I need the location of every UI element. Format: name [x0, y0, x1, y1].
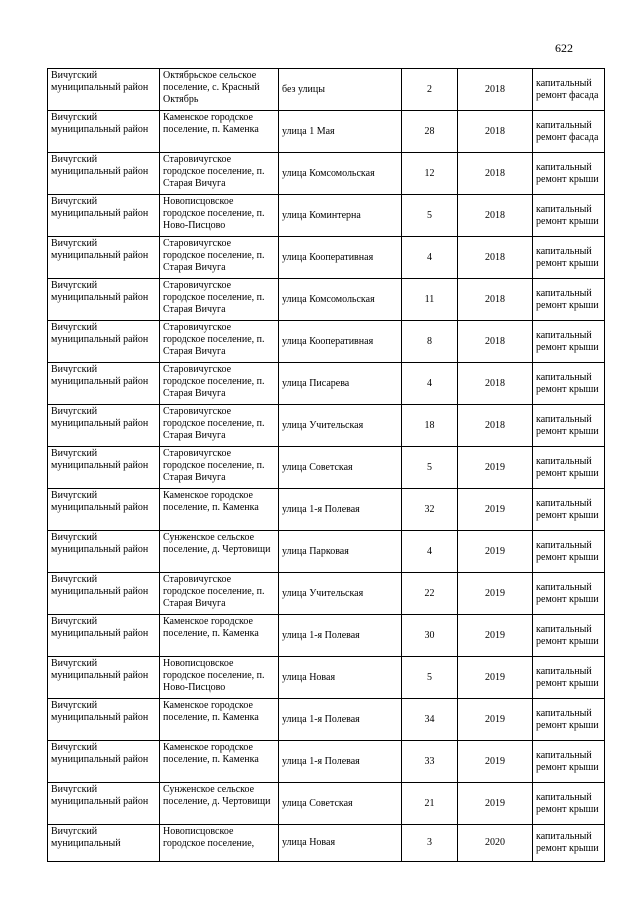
- work-type-cell-text: капитальный ремонт крыши: [536, 749, 599, 773]
- settlement-cell: [160, 321, 279, 363]
- work-type-cell: [533, 615, 605, 657]
- settlement-cell-text: Новописцовское городское поселение, п. Ново-Писцово: [163, 658, 265, 693]
- district-cell-text: Вичугский муниципальный район: [51, 742, 149, 765]
- year-cell-text: 2019: [485, 713, 505, 725]
- year-cell: [458, 279, 533, 321]
- work-type-cell-text: капитальный ремонт крыши: [536, 287, 599, 311]
- street-cell: [279, 489, 402, 531]
- table-row: [48, 69, 605, 111]
- street-cell: [279, 69, 402, 111]
- year-cell: [458, 321, 533, 363]
- street-cell: [279, 237, 402, 279]
- work-type-cell: [533, 447, 605, 489]
- street-cell-text: улица Новая: [282, 671, 336, 683]
- street-cell: [279, 321, 402, 363]
- district-cell: [48, 825, 160, 862]
- district-cell: [48, 699, 160, 741]
- year-cell-text: 2019: [485, 797, 505, 809]
- table-row: [48, 153, 605, 195]
- house-number-cell: [402, 195, 458, 237]
- work-type-cell-text: капитальный ремонт крыши: [536, 831, 599, 854]
- work-type-cell: [533, 531, 605, 573]
- year-cell: [458, 615, 533, 657]
- work-type-cell-text: капитальный ремонт крыши: [536, 539, 599, 563]
- table-row: [48, 783, 605, 825]
- house-number-cell-text: 2: [427, 83, 432, 95]
- year-cell-text: 2018: [485, 377, 505, 389]
- district-cell-text: Вичугский муниципальный район: [51, 532, 149, 555]
- street-cell: [279, 657, 402, 699]
- settlement-cell-text: Старовичугское городское поселение, п. Старая Вичуга: [163, 406, 265, 441]
- house-number-cell-text: 32: [424, 503, 435, 515]
- district-cell: [48, 447, 160, 489]
- district-cell-text: Вичугский муниципальный район: [51, 70, 149, 93]
- district-cell: [48, 783, 160, 825]
- settlement-cell: [160, 69, 279, 111]
- year-cell-text: 2019: [485, 461, 505, 473]
- settlement-cell-text: Каменское городское поселение, п. Каменка: [163, 700, 259, 723]
- house-number-cell-text: 33: [424, 755, 435, 767]
- house-number-cell: [402, 657, 458, 699]
- street-cell-text: улица 1-я Полевая: [282, 755, 360, 767]
- street-cell: [279, 573, 402, 615]
- district-cell-text: Вичугский муниципальный район: [51, 784, 149, 807]
- settlement-cell-text: Сунженское сельское поселение, д. Чертовищи: [163, 532, 271, 555]
- district-cell: [48, 153, 160, 195]
- district-cell: [48, 573, 160, 615]
- house-number-cell-text: 5: [427, 209, 432, 221]
- settlement-cell: [160, 615, 279, 657]
- street-cell-text: улица Новая: [282, 837, 336, 848]
- district-cell: [48, 237, 160, 279]
- year-cell: [458, 69, 533, 111]
- street-cell: [279, 531, 402, 573]
- table-row: [48, 699, 605, 741]
- work-type-cell-text: капитальный ремонт фасада: [536, 77, 599, 101]
- year-cell-text: 2019: [485, 503, 505, 515]
- street-cell-text: улица Учительская: [282, 419, 364, 431]
- work-type-cell: [533, 279, 605, 321]
- table-row: [48, 531, 605, 573]
- year-cell: [458, 531, 533, 573]
- house-number-cell-text: 21: [424, 797, 435, 809]
- work-type-cell: [533, 741, 605, 783]
- street-cell: [279, 783, 402, 825]
- year-cell-text: 2019: [485, 587, 505, 599]
- work-type-cell-text: капитальный ремонт крыши: [536, 329, 599, 353]
- district-cell: [48, 321, 160, 363]
- house-number-cell: [402, 489, 458, 531]
- district-cell: [48, 111, 160, 153]
- district-cell: [48, 489, 160, 531]
- table-row: [48, 657, 605, 699]
- street-cell-text: без улицы: [282, 83, 325, 95]
- district-cell-text: Вичугский муниципальный: [51, 826, 121, 849]
- district-cell-text: Вичугский муниципальный район: [51, 112, 149, 135]
- house-number-cell: [402, 573, 458, 615]
- settlement-cell-text: Старовичугское городское поселение, п. Старая Вичуга: [163, 364, 265, 399]
- settlement-cell-text: Каменское городское поселение, п. Каменка: [163, 112, 259, 135]
- work-type-cell-text: капитальный ремонт крыши: [536, 245, 599, 269]
- work-type-cell: [533, 405, 605, 447]
- district-cell-text: Вичугский муниципальный район: [51, 658, 149, 681]
- district-cell-text: Вичугский муниципальный район: [51, 490, 149, 513]
- year-cell-text: 2018: [485, 419, 505, 431]
- year-cell: [458, 783, 533, 825]
- work-type-cell: [533, 237, 605, 279]
- work-type-cell: [533, 783, 605, 825]
- year-cell-text: 2019: [485, 629, 505, 641]
- work-type-cell-text: капитальный ремонт крыши: [536, 497, 599, 521]
- work-type-cell: [533, 363, 605, 405]
- table-row: [48, 321, 605, 363]
- year-cell: [458, 195, 533, 237]
- year-cell-text: 2019: [485, 755, 505, 767]
- house-number-cell: [402, 447, 458, 489]
- house-number-cell-text: 11: [424, 293, 435, 305]
- house-number-cell: [402, 825, 458, 862]
- district-cell-text: Вичугский муниципальный район: [51, 574, 149, 597]
- year-cell-text: 2019: [485, 545, 505, 557]
- capital-repair-table: [47, 68, 605, 862]
- year-cell-text: 2018: [485, 209, 505, 221]
- district-cell-text: Вичугский муниципальный район: [51, 280, 149, 303]
- district-cell: [48, 69, 160, 111]
- settlement-cell: [160, 825, 279, 862]
- year-cell: [458, 111, 533, 153]
- district-cell-text: Вичугский муниципальный район: [51, 448, 149, 471]
- settlement-cell-text: Каменское городское поселение, п. Каменка: [163, 490, 259, 513]
- street-cell-text: улица Советская: [282, 461, 353, 473]
- work-type-cell-text: капитальный ремонт крыши: [536, 203, 599, 227]
- street-cell: [279, 111, 402, 153]
- district-cell-text: Вичугский муниципальный район: [51, 406, 149, 429]
- house-number-cell: [402, 699, 458, 741]
- work-type-cell-text: капитальный ремонт крыши: [536, 623, 599, 647]
- page-number: 622: [555, 41, 573, 55]
- work-type-cell-text: капитальный ремонт крыши: [536, 413, 599, 437]
- street-cell-text: улица Парковая: [282, 545, 349, 557]
- district-cell-text: Вичугский муниципальный район: [51, 616, 149, 639]
- district-cell: [48, 363, 160, 405]
- year-cell-text: 2020: [485, 837, 505, 848]
- table-row: [48, 615, 605, 657]
- year-cell-text: 2018: [485, 335, 505, 347]
- settlement-cell: [160, 237, 279, 279]
- house-number-cell: [402, 321, 458, 363]
- settlement-cell-text: Каменское городское поселение, п. Каменка: [163, 742, 259, 765]
- house-number-cell: [402, 405, 458, 447]
- work-type-cell-text: капитальный ремонт крыши: [536, 707, 599, 731]
- settlement-cell: [160, 699, 279, 741]
- table-body: [48, 69, 605, 862]
- district-cell-text: Вичугский муниципальный район: [51, 196, 149, 219]
- street-cell-text: улица Писарева: [282, 377, 350, 389]
- district-cell: [48, 657, 160, 699]
- work-type-cell-text: капитальный ремонт крыши: [536, 581, 599, 605]
- street-cell: [279, 279, 402, 321]
- district-cell-text: Вичугский муниципальный район: [51, 364, 149, 387]
- street-cell-text: улица Советская: [282, 797, 353, 809]
- house-number-cell-text: 4: [427, 377, 432, 389]
- settlement-cell-text: Новописцовское городское поселение, п. Ново-Писцово: [163, 196, 265, 231]
- table-row: [48, 489, 605, 531]
- settlement-cell-text: Старовичугское городское поселение, п. Старая Вичуга: [163, 448, 265, 483]
- settlement-cell-text: Сунженское сельское поселение, д. Чертовищи: [163, 784, 271, 807]
- district-cell-text: Вичугский муниципальный район: [51, 322, 149, 345]
- district-cell: [48, 531, 160, 573]
- settlement-cell: [160, 573, 279, 615]
- street-cell: [279, 825, 402, 862]
- street-cell: [279, 405, 402, 447]
- district-cell-text: Вичугский муниципальный район: [51, 238, 149, 261]
- year-cell: [458, 825, 533, 862]
- house-number-cell-text: 3: [427, 837, 432, 848]
- street-cell-text: улица 1 Мая: [282, 125, 335, 137]
- settlement-cell: [160, 153, 279, 195]
- work-type-cell: [533, 489, 605, 531]
- table-row: [48, 825, 605, 862]
- house-number-cell-text: 8: [427, 335, 432, 347]
- year-cell: [458, 699, 533, 741]
- work-type-cell: [533, 69, 605, 111]
- district-cell: [48, 405, 160, 447]
- house-number-cell-text: 5: [427, 461, 432, 473]
- table-row: [48, 111, 605, 153]
- house-number-cell-text: 22: [424, 587, 435, 599]
- street-cell-text: улица Кооперативная: [282, 251, 374, 263]
- district-cell: [48, 615, 160, 657]
- district-cell: [48, 741, 160, 783]
- settlement-cell-text: Старовичугское городское поселение, п. Старая Вичуга: [163, 574, 265, 609]
- house-number-cell-text: 28: [424, 125, 435, 137]
- work-type-cell-text: капитальный ремонт крыши: [536, 371, 599, 395]
- work-type-cell-text: капитальный ремонт крыши: [536, 455, 599, 479]
- work-type-cell: [533, 825, 605, 862]
- year-cell: [458, 741, 533, 783]
- street-cell: [279, 195, 402, 237]
- year-cell: [458, 237, 533, 279]
- settlement-cell-text: Старовичугское городское поселение, п. Старая Вичуга: [163, 280, 265, 315]
- street-cell-text: улица 1-я Полевая: [282, 713, 360, 725]
- district-cell: [48, 195, 160, 237]
- table-row: [48, 405, 605, 447]
- settlement-cell: [160, 363, 279, 405]
- house-number-cell-text: 12: [424, 167, 435, 179]
- street-cell-text: улица Учительская: [282, 587, 364, 599]
- street-cell-text: улица Комсомольская: [282, 167, 375, 179]
- settlement-cell: [160, 489, 279, 531]
- house-number-cell: [402, 153, 458, 195]
- year-cell: [458, 447, 533, 489]
- work-type-cell: [533, 153, 605, 195]
- settlement-cell: [160, 531, 279, 573]
- street-cell: [279, 741, 402, 783]
- district-cell-text: Вичугский муниципальный район: [51, 154, 149, 177]
- table-row: [48, 447, 605, 489]
- settlement-cell: [160, 447, 279, 489]
- street-cell: [279, 447, 402, 489]
- year-cell: [458, 153, 533, 195]
- settlement-cell: [160, 657, 279, 699]
- district-cell-text: Вичугский муниципальный район: [51, 700, 149, 723]
- house-number-cell: [402, 615, 458, 657]
- street-cell-text: улица 1-я Полевая: [282, 503, 360, 515]
- settlement-cell-text: Старовичугское городское поселение, п. Старая Вичуга: [163, 238, 265, 273]
- year-cell-text: 2019: [485, 671, 505, 683]
- settlement-cell: [160, 783, 279, 825]
- settlement-cell-text: Каменское городское поселение, п. Каменка: [163, 616, 259, 639]
- settlement-cell: [160, 195, 279, 237]
- house-number-cell: [402, 741, 458, 783]
- work-type-cell-text: капитальный ремонт крыши: [536, 791, 599, 815]
- street-cell: [279, 153, 402, 195]
- settlement-cell: [160, 279, 279, 321]
- street-cell: [279, 363, 402, 405]
- work-type-cell-text: капитальный ремонт крыши: [536, 665, 599, 689]
- work-type-cell-text: капитальный ремонт фасада: [536, 119, 599, 143]
- work-type-cell: [533, 321, 605, 363]
- settlement-cell: [160, 405, 279, 447]
- house-number-cell: [402, 111, 458, 153]
- work-type-cell-text: капитальный ремонт крыши: [536, 161, 599, 185]
- street-cell-text: улица Комсомольская: [282, 293, 375, 305]
- table-row: [48, 237, 605, 279]
- year-cell: [458, 657, 533, 699]
- settlement-cell-text: Старовичугское городское поселение, п. Старая Вичуга: [163, 154, 265, 189]
- year-cell-text: 2018: [485, 251, 505, 263]
- year-cell: [458, 489, 533, 531]
- settlement-cell: [160, 111, 279, 153]
- house-number-cell: [402, 69, 458, 111]
- year-cell-text: 2018: [485, 293, 505, 305]
- house-number-cell-text: 34: [424, 713, 435, 725]
- table-row: [48, 279, 605, 321]
- street-cell: [279, 615, 402, 657]
- work-type-cell: [533, 195, 605, 237]
- settlement-cell-text: Октябрьское сельское поселение, с. Красный Октябрь: [163, 70, 260, 105]
- house-number-cell-text: 18: [424, 419, 435, 431]
- table-row: [48, 195, 605, 237]
- street-cell-text: улица Кооперативная: [282, 335, 374, 347]
- table-row: [48, 741, 605, 783]
- house-number-cell: [402, 531, 458, 573]
- work-type-cell: [533, 111, 605, 153]
- work-type-cell: [533, 573, 605, 615]
- house-number-cell: [402, 279, 458, 321]
- settlement-cell-text: Новописцовское городское поселение,: [163, 826, 255, 849]
- district-cell: [48, 279, 160, 321]
- year-cell: [458, 573, 533, 615]
- year-cell: [458, 405, 533, 447]
- street-cell-text: улица 1-я Полевая: [282, 629, 360, 641]
- house-number-cell-text: 4: [427, 545, 432, 557]
- house-number-cell-text: 30: [424, 629, 435, 641]
- settlement-cell-text: Старовичугское городское поселение, п. Старая Вичуга: [163, 322, 265, 357]
- settlement-cell: [160, 741, 279, 783]
- house-number-cell: [402, 363, 458, 405]
- house-number-cell: [402, 783, 458, 825]
- street-cell: [279, 699, 402, 741]
- house-number-cell: [402, 237, 458, 279]
- year-cell-text: 2018: [485, 125, 505, 137]
- work-type-cell: [533, 657, 605, 699]
- table-row: [48, 573, 605, 615]
- year-cell-text: 2018: [485, 167, 505, 179]
- house-number-cell-text: 4: [427, 251, 432, 263]
- work-type-cell: [533, 699, 605, 741]
- year-cell-text: 2018: [485, 83, 505, 95]
- street-cell-text: улица Коминтерна: [282, 209, 361, 221]
- year-cell: [458, 363, 533, 405]
- house-number-cell-text: 5: [427, 671, 432, 683]
- table-row: [48, 363, 605, 405]
